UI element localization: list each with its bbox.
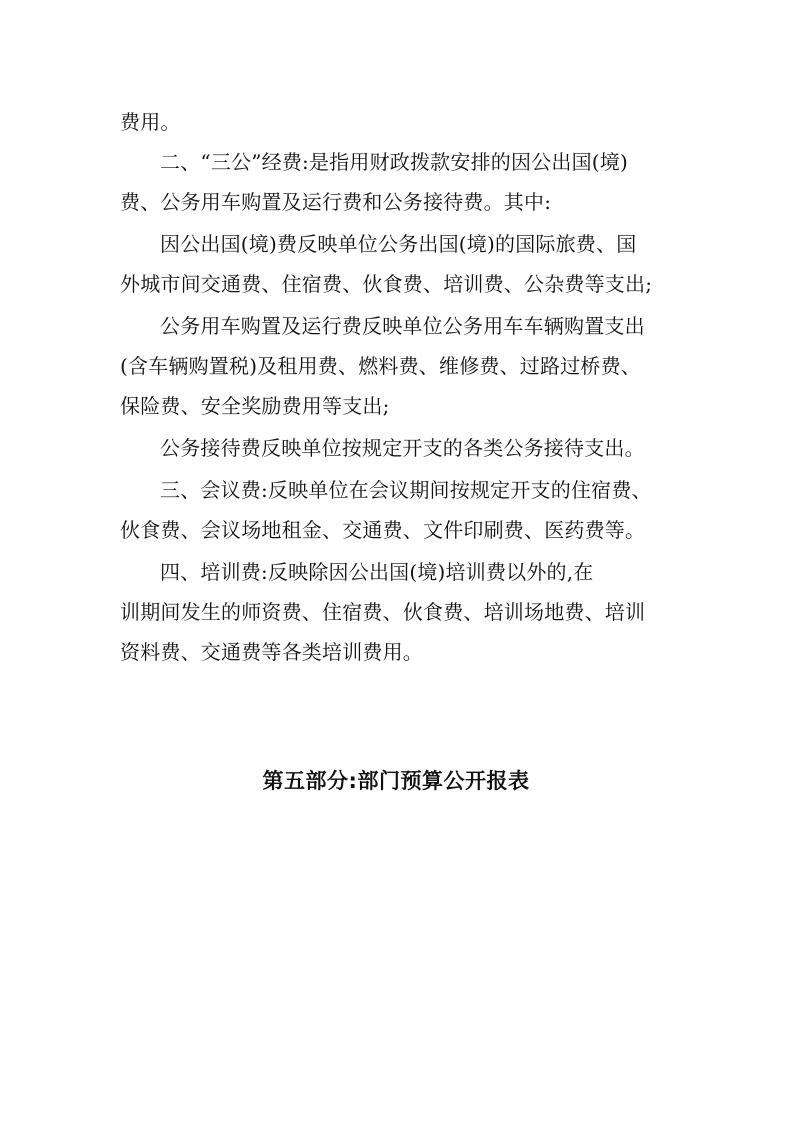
- text-line: 四、培训费:反映除因公出国(境)培训费以外的,在: [160, 560, 594, 584]
- section-heading: 第五部分:部门预算公开报表: [262, 769, 530, 793]
- text-line: 费、公务用车购置及运行费和公务接待费。其中:: [120, 190, 552, 214]
- text-line: 保险费、安全奖励费用等支出;: [120, 394, 390, 418]
- text-line: 训期间发生的师资费、住宿费、伙食费、培训场地费、培训: [120, 600, 646, 624]
- text-line: 公务用车购置及运行费反映单位公务用车车辆购置支出: [160, 314, 645, 338]
- text-line: 因公出国(境)费反映单位公务出国(境)的国际旅费、国: [160, 232, 637, 256]
- text-line: (含车辆购置税)及租用费、燃料费、维修费、过路过桥费、: [120, 354, 642, 378]
- text-line: 资料费、交通费等各类培训费用。: [120, 640, 423, 664]
- text-line: 二、“三公”经费:是指用财政拨款安排的因公出国(境): [160, 150, 628, 174]
- text-line: 外城市间交通费、住宿费、伙食费、培训费、公杂费等支出;: [120, 272, 653, 296]
- text-line: 公务接待费反映单位按规定开支的各类公务接待支出。: [160, 436, 645, 460]
- text-line: 费用。: [120, 110, 181, 134]
- text-line: 伙食费、会议场地租金、交通费、文件印刷费、医药费等。: [120, 518, 646, 542]
- text-line: 三、会议费:反映单位在会议期间按规定开支的住宿费、: [160, 478, 652, 502]
